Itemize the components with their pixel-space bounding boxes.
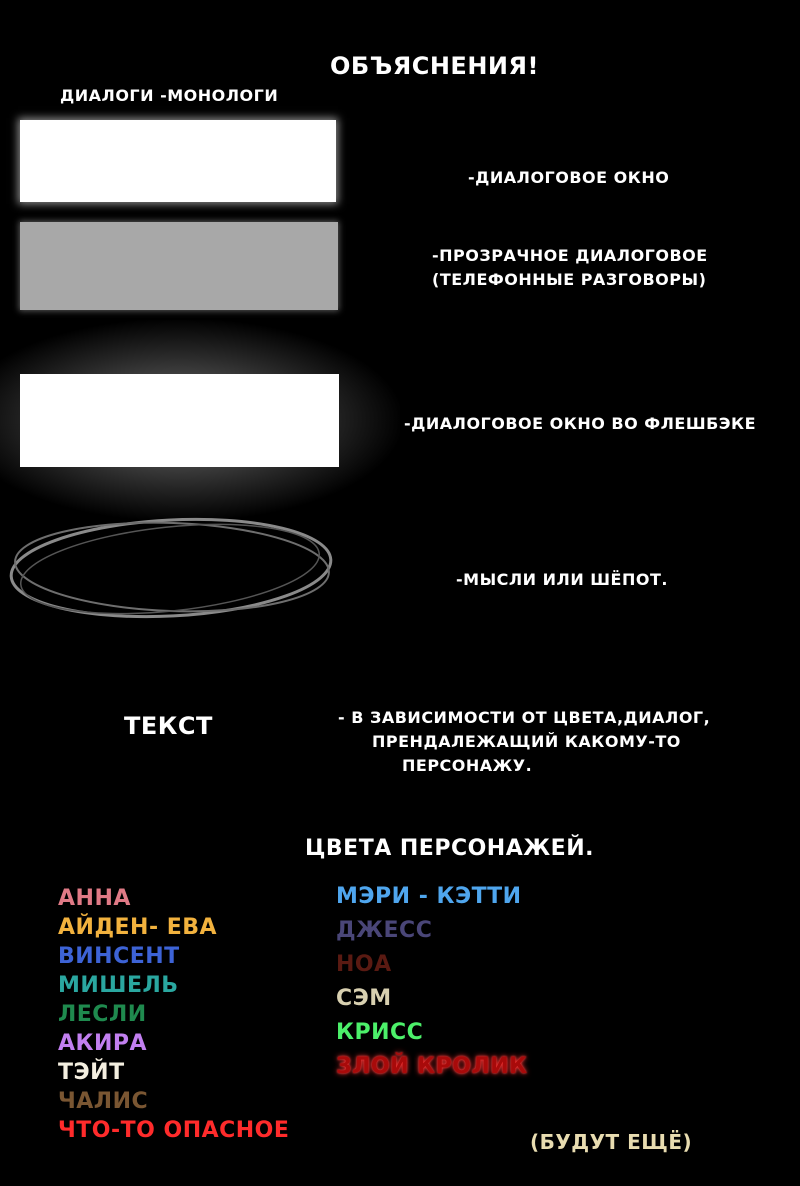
more-coming-note: (БУДУТ ЕЩЁ) [530, 1130, 693, 1154]
transparent-box-sample [20, 222, 338, 310]
character-name-left-6: ТЭЙТ [58, 1060, 125, 1085]
dialog-box-label: -ДИАЛОГОВОЕ ОКНО [468, 168, 670, 187]
transparent-box-label [432, 244, 708, 292]
text-desc-line2: ПРЕНДАЛЕЖАЩИЙ КАКОМУ-ТО [372, 732, 681, 751]
thought-bubble-sample [6, 508, 336, 628]
text-desc-line3: ПЕРСОНАЖУ. [402, 756, 533, 775]
character-name-right-1: ДЖЕСС [336, 918, 433, 943]
character-name-right-0: МЭРИ - КЭТТИ [336, 884, 522, 909]
text-desc-line1: - В ЗАВИСИМОСТИ ОТ ЦВЕТА,ДИАЛОГ, [338, 708, 711, 727]
character-name-right-2: НОА [336, 952, 392, 977]
character-colors-title: ЦВЕТА ПЕРСОНАЖЕЙ. [305, 836, 594, 861]
section-subtitle: ДИАЛОГИ -МОНОЛОГИ [60, 86, 279, 105]
character-list-left [58, 884, 289, 1145]
transparent-box-label-line1: -ПРОЗРАЧНОЕ ДИАЛОГОВОЕ [432, 246, 708, 265]
character-name-left-5: АКИРА [58, 1031, 148, 1056]
character-name-left-3: МИШЕЛЬ [58, 973, 179, 998]
character-name-left-1: АЙДЕН- ЕВА [58, 915, 218, 940]
flashback-box-label: -ДИАЛОГОВОЕ ОКНО ВО ФЛЕШБЭКЕ [404, 414, 757, 433]
character-name-left-0: АННА [58, 886, 131, 911]
text-sample-description [338, 706, 710, 778]
character-name-left-8: ЧТО-ТО ОПАСНОЕ [58, 1118, 290, 1143]
text-sample: ТЕКСТ [124, 712, 213, 740]
dialog-box-sample [20, 120, 336, 202]
character-list-right [336, 880, 528, 1084]
transparent-box-label-line2: (ТЕЛЕФОННЫЕ РАЗГОВОРЫ) [432, 270, 707, 289]
character-name-right-5: ЗЛОЙ КРОЛИК [336, 1054, 528, 1079]
thoughts-label: -МЫСЛИ ИЛИ ШЁПОТ. [456, 570, 668, 589]
character-name-left-2: ВИНСЕНТ [58, 944, 180, 969]
character-name-right-4: КРИСС [336, 1020, 424, 1045]
character-name-left-4: ЛЕСЛИ [58, 1002, 147, 1027]
page-title: ОБЪЯСНЕНИЯ! [330, 52, 539, 80]
character-name-right-3: СЭМ [336, 986, 392, 1011]
flashback-box-sample [20, 374, 339, 467]
character-name-left-7: ЧАЛИС [58, 1089, 149, 1114]
